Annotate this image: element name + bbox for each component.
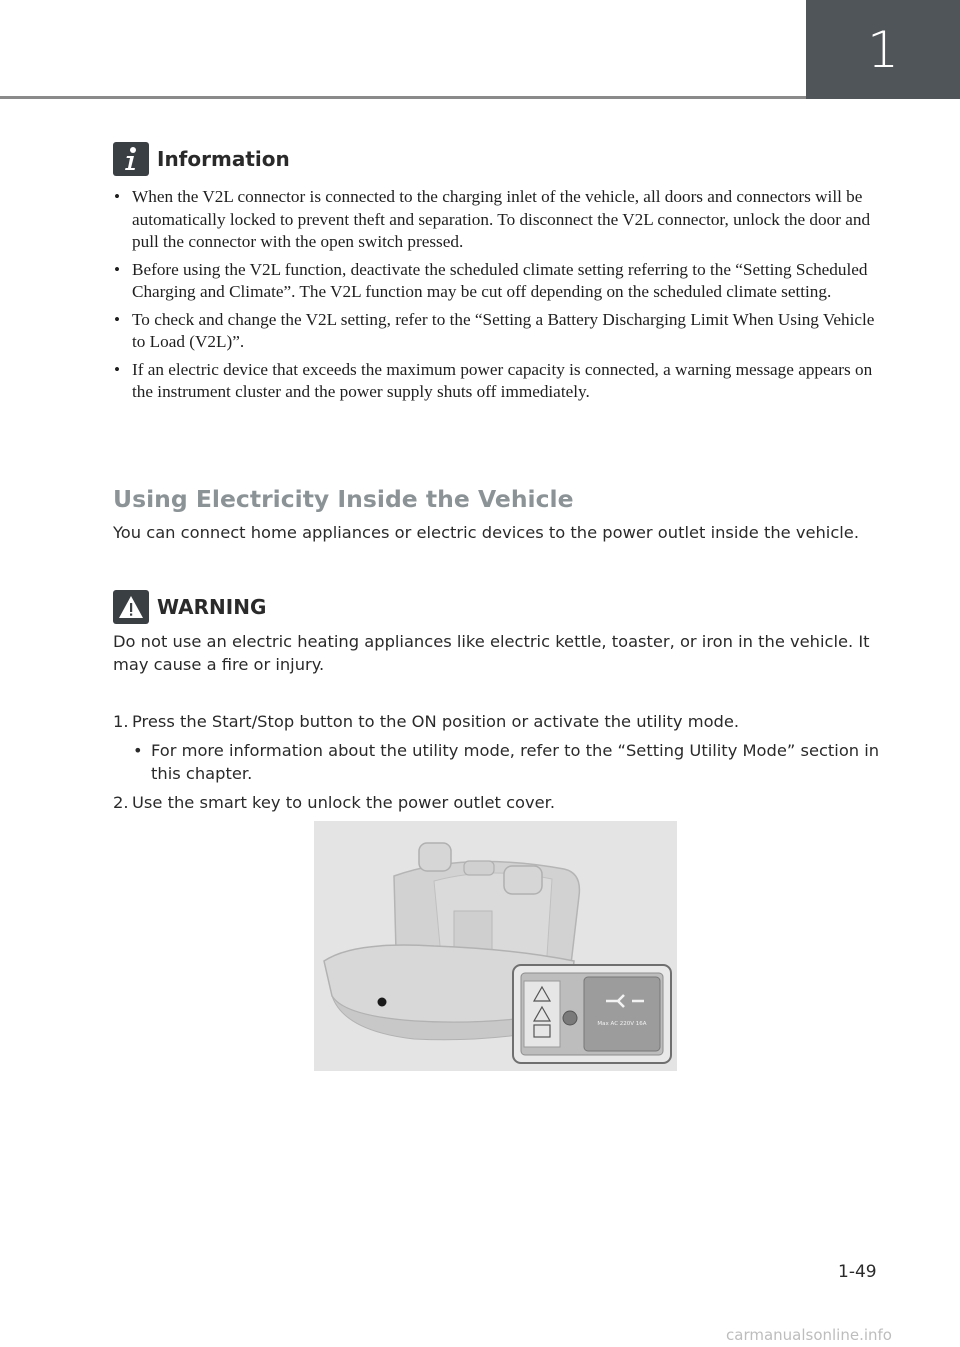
information-title: Information: [157, 147, 290, 171]
info-item-text: When the V2L connector is connected to the charging inlet of the vehicle, all doors and connectors will be automatically locked to prevent theft and separation. To disconnect the V2L connector, unlock the door and pull the connector with the open switch pressed.: [132, 187, 871, 251]
rear-seat-outlet-illustration: [314, 821, 677, 1071]
header-rule: [0, 96, 806, 99]
chapter-tab: [806, 0, 960, 99]
warning-title: WARNING: [157, 595, 267, 619]
list-item: • To check and change the V2L setting, refer to the “Setting a Battery Discharging Limit When Using Vehicle to Load (V2L)”.: [114, 309, 875, 351]
warning-triangle-icon: [113, 590, 149, 624]
substep-text: For more information about the utility mode, refer to the “Setting Utility Mode” section in this chapter.: [151, 741, 880, 783]
info-item-text: If an electric device that exceeds the maximum power capacity is connected, a warning message appears on the instrument cluster and the power supply shuts off immediately.: [132, 359, 873, 401]
info-icon: [113, 142, 149, 176]
section-intro: You can connect home appliances or electric devices to the power outlet inside the vehicle.: [113, 523, 859, 542]
step-text: Use the smart key to unlock the power outlet cover.: [132, 793, 556, 812]
info-item-text: Before using the V2L function, deactivate the scheduled climate setting referring to the “Setting Scheduled Charging and Climate”. The V2L function may be cut off depending on the scheduled climate setting.: [132, 259, 868, 301]
list-item: • If an electric device that exceeds the maximum power capacity is connected, a warning message appears on the instrument cluster and the power supply shuts off immediately.: [114, 359, 873, 401]
step-number: 2.: [113, 793, 129, 812]
information-list: [113, 186, 883, 409]
step-item: [113, 791, 893, 814]
substep-item: • For more information about the utility mode, refer to the “Setting Utility Mode” section in this chapter.: [133, 741, 880, 783]
rear-seat-illustration: [314, 821, 677, 1071]
info-item-text: To check and change the V2L setting, refer to the “Setting a Battery Discharging Limit When Using Vehicle to Load (V2L)”.: [132, 309, 875, 351]
section-title: Using Electricity Inside the Vehicle: [113, 485, 574, 513]
warning-body: Do not use an electric heating appliances like electric kettle, toaster, or iron in the vehicle. It may cause a fire or injury.: [113, 632, 870, 674]
warning-heading: [113, 590, 266, 624]
information-heading: [113, 142, 290, 176]
list-item: • When the V2L connector is connected to the charging inlet of the vehicle, all doors and connectors will be automatically locked to prevent theft and separation. To disconnect the V2L connector, unlock the door and pull the connector with the open switch pressed.: [114, 187, 871, 251]
step-text: Press the Start/Stop button to the ON position or activate the utility mode.: [132, 712, 740, 731]
step-item: [113, 710, 893, 733]
outlet-label: Max AC 220V 16A: [597, 1021, 647, 1027]
chapter-number: 1: [867, 20, 899, 79]
watermark: carmanualsonline.info: [726, 1326, 892, 1344]
list-item: • Before using the V2L function, deactivate the scheduled climate setting referring to the “Setting Scheduled Charging and Climate”. The V2L function may be cut off depending on the scheduled climate setting.: [114, 259, 868, 301]
steps-list: [113, 710, 893, 820]
page-number: 1-49: [838, 1262, 877, 1282]
step-number: 1.: [113, 712, 129, 731]
